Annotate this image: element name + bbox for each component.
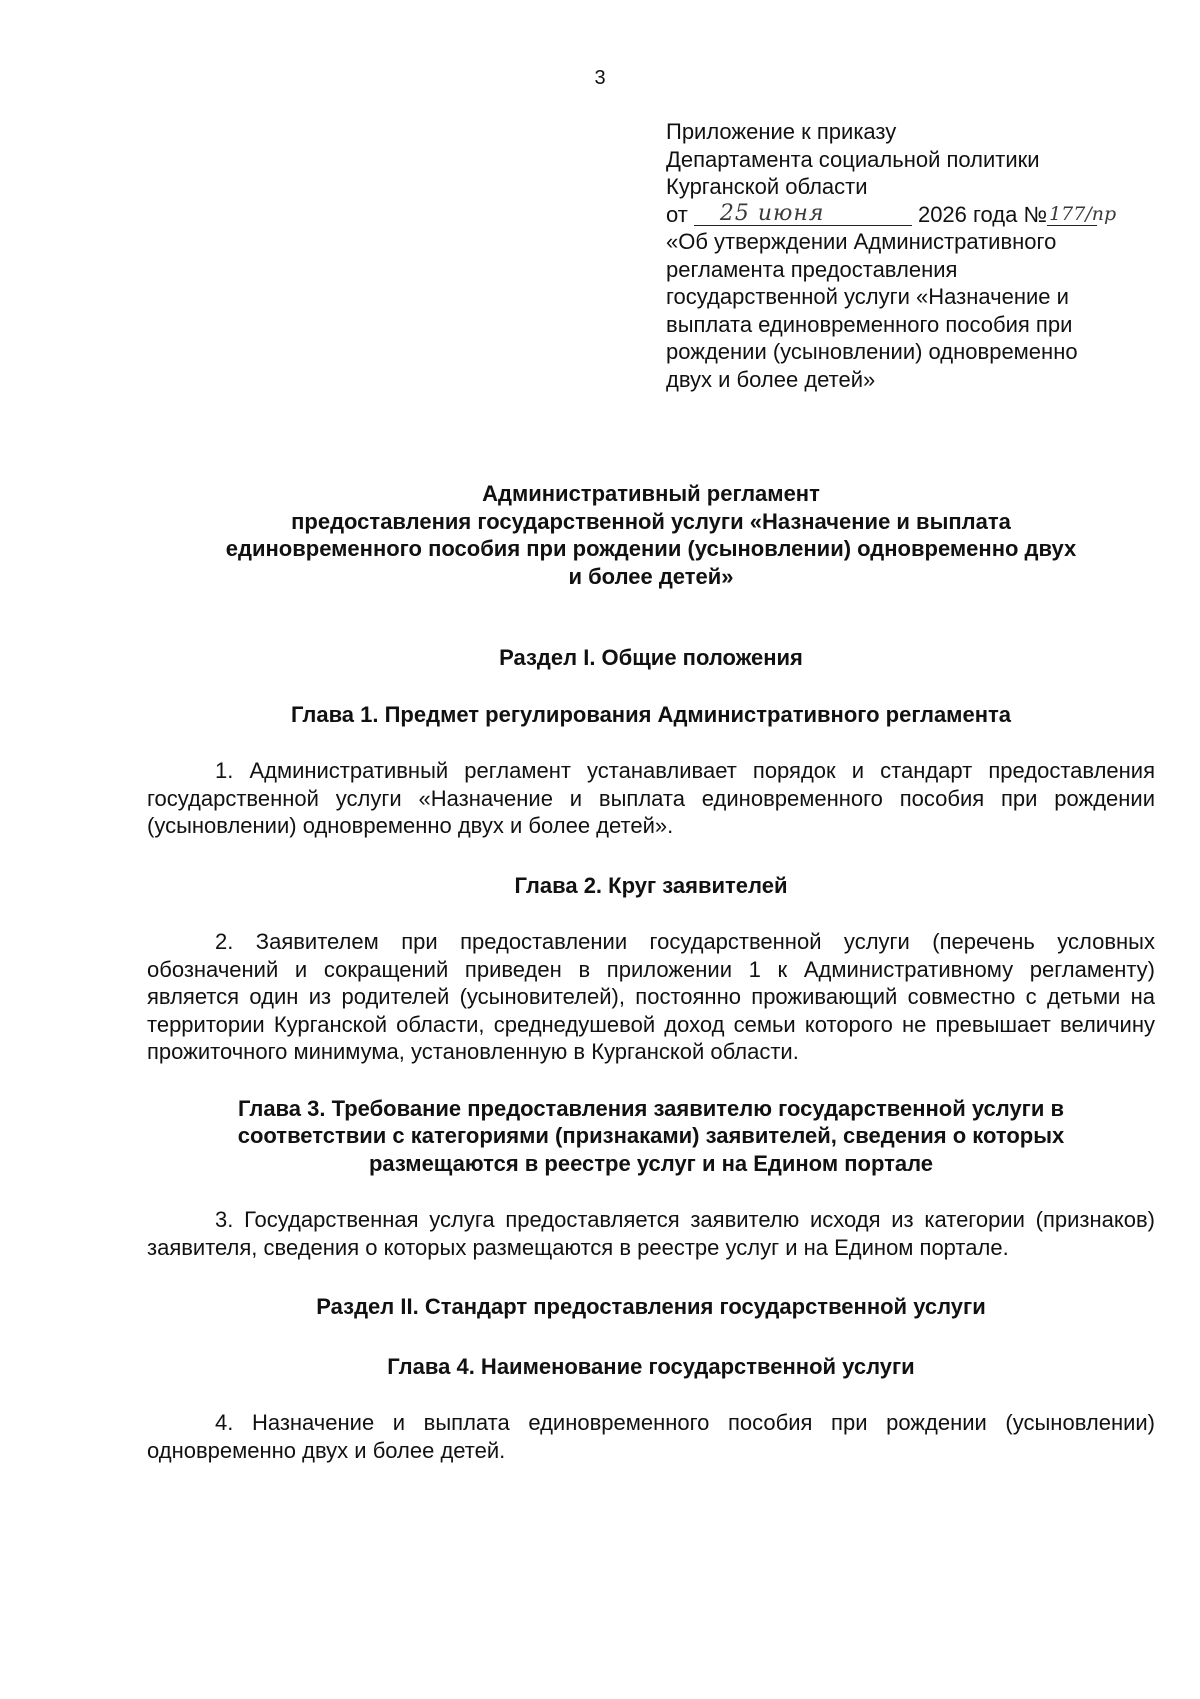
document-title-line: и более детей» [568, 563, 734, 589]
document-body [147, 480, 1155, 1464]
section-1-heading: Раздел I. Общие положения [499, 645, 803, 670]
chapter-4-heading: Глава 4. Наименование государственной услуги [387, 1353, 915, 1379]
year-text: 2026 года № [917, 201, 1048, 227]
handwritten-number: 177/пр [1049, 202, 1117, 225]
section-2-heading: Раздел II. Стандарт предоставления государственной услуги [316, 1294, 986, 1319]
page-number: 3 [594, 67, 606, 89]
paragraph-1: 1. Административный регламент устанавливает порядок и стандарт предоставления государственной услуги «Назначение и выплата единовременного пособия при рождении (усыновлении) одновременно двух и более детей». [147, 758, 1155, 838]
appendix-title-line: двух и более детей» [666, 366, 876, 392]
appendix-title-line: «Об утверждении Административного [666, 229, 1057, 254]
document-title [147, 480, 1155, 590]
chapter-3-heading [147, 1095, 1155, 1178]
chapter-3-heading-line: размещаются в реестре услуг и на Едином портале [368, 1150, 934, 1176]
paragraph-3: 3. Государственная услуга предоставляется заявителю исходя из категории (признаков) заявителя, сведения о которых размещаются в реестре услуг и на Едином портале. [147, 1207, 1155, 1260]
document-title-line: предоставления государственной услуги «Назначение и выплата [291, 508, 1011, 534]
chapter-2-heading: Глава 2. Круг заявителей [514, 872, 788, 898]
appendix-line: Департамента социальной политики [666, 146, 1040, 172]
handwritten-date: 25 июня [719, 200, 825, 226]
date-blank [694, 202, 912, 226]
number-blank [1047, 202, 1117, 226]
chapter-3-heading-line: Глава 3. Требование предоставления заявителю государственной услуги в [237, 1095, 1065, 1121]
appendix-block [666, 118, 1166, 393]
paragraph-2: 2. Заявителем при предоставлении государственной услуги (перечень условных обозначений и сокращений приведен в приложении 1 к Административному регламенту) является один из родителей (усыновителей), постоянно проживающий совместно с детьми на территории Курганской области, среднедушевой доход семьи которого не превышает величину прожиточного минимума, установленную в Курганской области. [147, 929, 1155, 1064]
paragraph-4: 4. Назначение и выплата единовременного пособия при рождении (усыновлении) одновременно двух и более детей. [147, 1410, 1155, 1463]
chapter-3-heading-line: соответствии с категориями (признаками) заявителей, сведения о которых [237, 1123, 1065, 1148]
chapter-1-heading: Глава 1. Предмет регулирования Административного регламента [290, 701, 1011, 727]
appendix-title-line: выплата единовременного пособия при [666, 311, 1073, 337]
appendix-line: Приложение к приказу [666, 119, 897, 144]
appendix-title-line: государственной услуги «Назначение и [666, 284, 1069, 309]
appendix-date-line [666, 201, 1166, 229]
date-prefix: от [666, 201, 688, 227]
appendix-title-line: рождении (усыновлении) одновременно [666, 339, 1078, 364]
document-title-line: Административный регламент [482, 481, 820, 506]
document-title-line: единовременного пособия при рождении (усыновлении) одновременно двух [225, 536, 1077, 561]
appendix-title-line: регламента предоставления [666, 256, 958, 282]
appendix-line: Курганской области [666, 174, 868, 199]
